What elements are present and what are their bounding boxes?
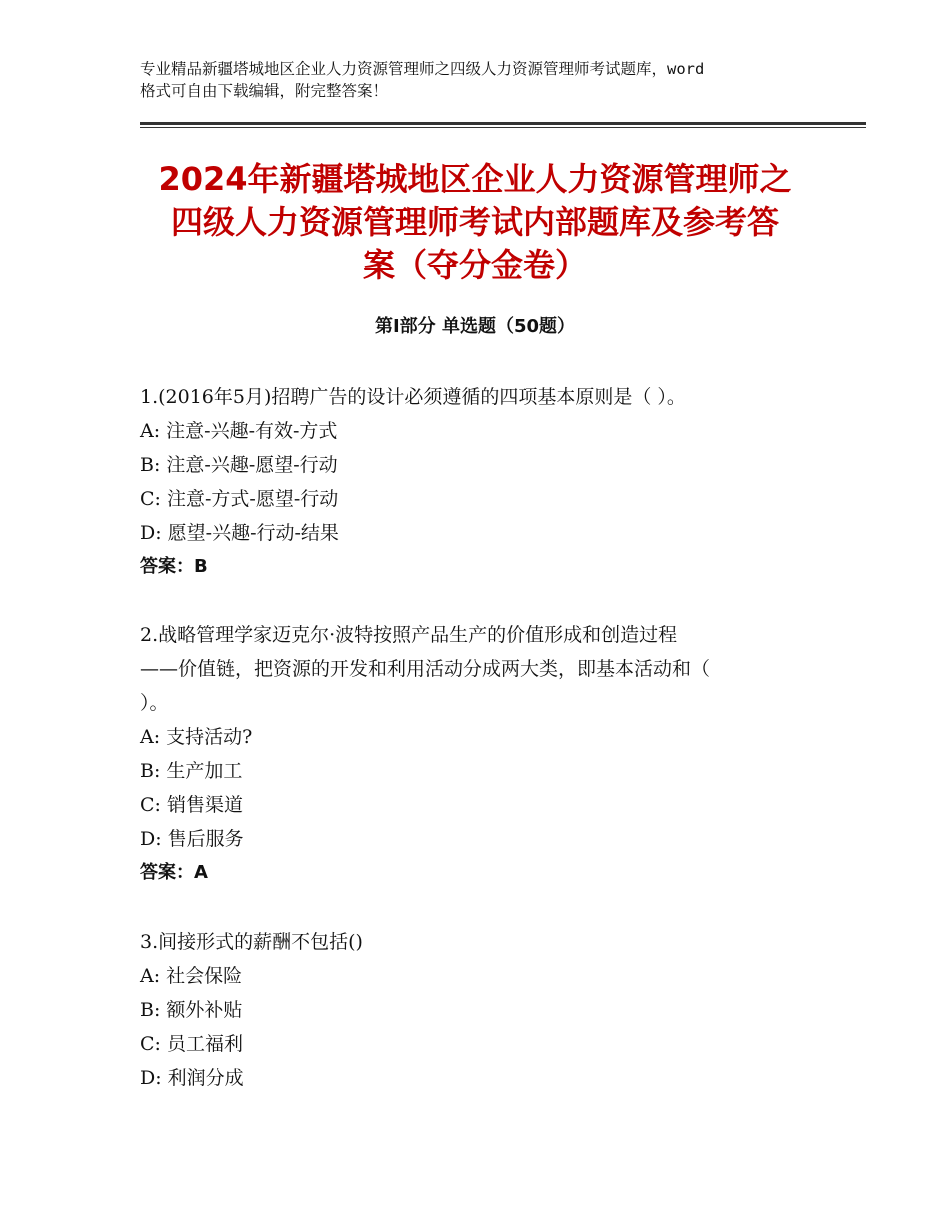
question-3-option-c: C: 员工福利 — [140, 1033, 243, 1055]
header-divider-thick — [140, 122, 866, 125]
question-3-option-a: A: 社会保险 — [140, 965, 243, 987]
question-2-option-a: A: 支持活动? — [140, 726, 253, 748]
question-3-option-b: B: 额外补贴 — [140, 999, 243, 1021]
header-note — [140, 58, 830, 102]
question-2-option-b: B: 生产加工 — [140, 760, 243, 782]
document-title — [140, 158, 810, 287]
question-2-stem-line-2: ——价值链，把资源的开发和利用活动分成两大类，即基本活动和（ — [140, 658, 711, 680]
question-2-option-d: D: 售后服务 — [140, 828, 244, 850]
document-title-line-2: 四级人力资源管理师考试内部题库及参考答 — [170, 203, 779, 241]
header-divider-thin — [140, 127, 866, 128]
section-heading: 第Ⅰ部分 单选题（50题） — [374, 316, 575, 337]
question-1-option-d: D: 愿望-兴趣-行动-结果 — [140, 522, 339, 544]
question-2-answer: 答案：A — [140, 862, 208, 883]
question-1-option-c: C: 注意-方式-愿望-行动 — [140, 488, 339, 510]
document-title-line-1: 2024年新疆塔城地区企业人力资源管理师之 — [158, 160, 792, 198]
question-3-option-d: D: 利润分成 — [140, 1067, 244, 1089]
header-note-line-2: 格式可自由下载编辑，附完整答案！ — [140, 82, 389, 100]
question-1-option-a: A: 注意-兴趣-有效-方式 — [140, 420, 338, 442]
question-2-option-c: C: 销售渠道 — [140, 794, 243, 816]
header-note-line-1: 专业精品新疆塔城地区企业人力资源管理师之四级人力资源管理师考试题库，word — [140, 60, 705, 78]
question-1-stem: 1.(2016年5月)招聘广告的设计必须遵循的四项基本原则是（ ）。 — [140, 386, 686, 408]
question-2-stem-line-1: 2.战略管理学家迈克尔·波特按照产品生产的价值形成和创造过程 — [140, 624, 678, 646]
question-1-option-b: B: 注意-兴趣-愿望-行动 — [140, 454, 338, 476]
question-2-stem-line-3: ）。 — [140, 692, 169, 714]
document-title-line-3: 案（夺分金卷） — [362, 246, 587, 284]
question-1-answer: 答案：B — [140, 556, 208, 577]
question-3-stem: 3.间接形式的薪酬不包括() — [140, 931, 363, 953]
